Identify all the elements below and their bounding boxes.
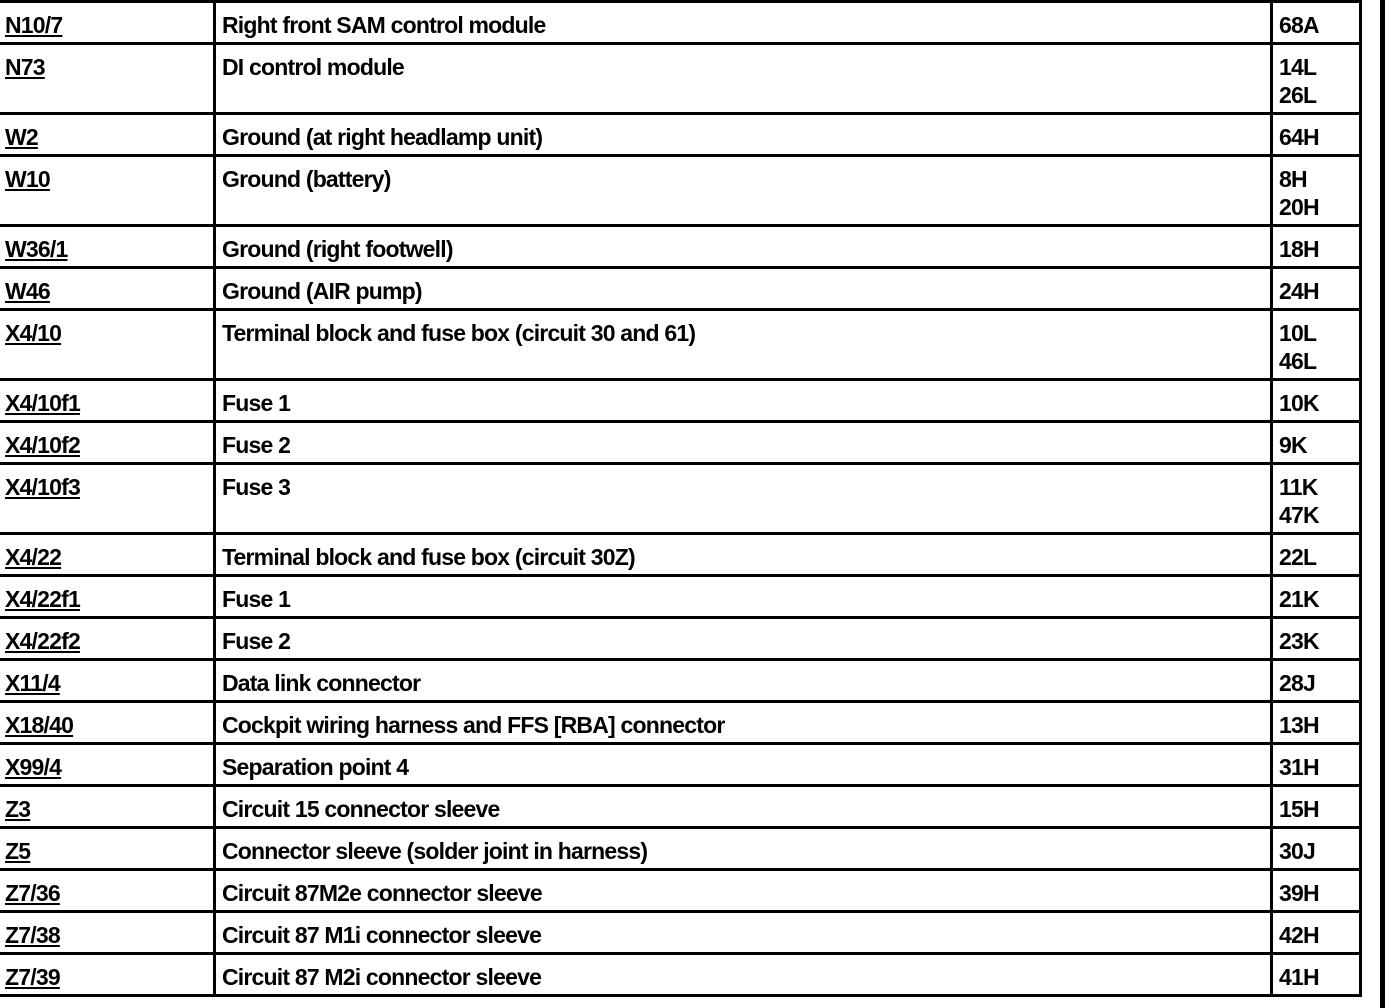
legend-row [0, 954, 1361, 996]
legend-row [0, 786, 1361, 828]
grid-location: 42H [1279, 922, 1319, 948]
component-code-cell [0, 268, 215, 310]
component-code-cell [0, 114, 215, 156]
grid-location-cell [1272, 2, 1361, 44]
component-code-link[interactable]: Z5 [5, 838, 31, 864]
legend-row [0, 114, 1361, 156]
component-code-cell [0, 380, 215, 422]
component-code-link[interactable]: W36/1 [5, 236, 68, 262]
grid-location: 68A [1279, 12, 1319, 38]
legend-row [0, 828, 1361, 870]
grid-location-cell [1272, 534, 1361, 576]
grid-location-cell [1272, 44, 1361, 114]
component-code-link[interactable]: X4/22 [5, 544, 62, 570]
grid-location: 64H [1279, 124, 1319, 150]
component-code-link[interactable]: X4/10f2 [5, 432, 80, 458]
component-code-cell [0, 422, 215, 464]
component-code-link[interactable]: N73 [5, 54, 45, 80]
legend-row [0, 464, 1361, 534]
component-description: Ground (AIR pump) [215, 268, 1272, 310]
legend-row [0, 534, 1361, 576]
component-code-cell [0, 618, 215, 660]
component-description: Data link connector [215, 660, 1272, 702]
grid-location: 13H [1279, 712, 1319, 738]
grid-location-cell [1272, 156, 1361, 226]
component-description: Ground (right footwell) [215, 226, 1272, 268]
grid-location: 22L [1279, 544, 1317, 570]
grid-location: 18H [1279, 236, 1319, 262]
component-description: Fuse 1 [215, 576, 1272, 618]
component-description: Right front SAM control module [215, 2, 1272, 44]
component-code-link[interactable]: Z3 [5, 796, 31, 822]
component-description: Fuse 3 [215, 464, 1272, 534]
grid-location: 30J [1279, 838, 1315, 864]
grid-location-cell [1272, 828, 1361, 870]
grid-location-cell [1272, 464, 1361, 534]
legend-row [0, 156, 1361, 226]
component-code-cell [0, 954, 215, 996]
component-code-cell [0, 912, 215, 954]
grid-location: 39H [1279, 880, 1319, 906]
component-code-link[interactable]: N10/7 [5, 12, 63, 38]
component-code-cell [0, 828, 215, 870]
component-code-cell [0, 310, 215, 380]
component-code-link[interactable]: W2 [5, 124, 38, 150]
component-description: Ground (at right headlamp unit) [215, 114, 1272, 156]
component-description: Circuit 87 M2i connector sleeve [215, 954, 1272, 996]
component-code-link[interactable]: X4/10f3 [5, 474, 80, 500]
legend-row [0, 660, 1361, 702]
grid-location-cell [1272, 310, 1361, 380]
grid-location: 10L [1279, 320, 1317, 346]
grid-location-cell [1272, 422, 1361, 464]
legend-row [0, 912, 1361, 954]
component-code-cell [0, 156, 215, 226]
grid-location: 31H [1279, 754, 1319, 780]
grid-location-cell [1272, 702, 1361, 744]
legend-row [0, 268, 1361, 310]
legend-row [0, 702, 1361, 744]
grid-location: 8H [1279, 166, 1307, 192]
component-description: Cockpit wiring harness and FFS [RBA] connector [215, 702, 1272, 744]
grid-location-cell [1272, 618, 1361, 660]
grid-location-cell [1272, 576, 1361, 618]
component-code-cell [0, 2, 215, 44]
component-code-link[interactable]: X99/4 [5, 754, 62, 780]
component-description: Fuse 2 [215, 422, 1272, 464]
grid-location: 28J [1279, 670, 1315, 696]
component-code-cell [0, 702, 215, 744]
component-code-link[interactable]: X4/22f2 [5, 628, 80, 654]
grid-location-cell [1272, 744, 1361, 786]
grid-location: 20H [1279, 194, 1319, 220]
legend-table-body [0, 2, 1361, 996]
component-code-link[interactable]: Z7/38 [5, 922, 60, 948]
legend-row [0, 870, 1361, 912]
grid-location: 26L [1279, 82, 1317, 108]
component-code-cell [0, 226, 215, 268]
component-description: DI control module [215, 44, 1272, 114]
component-code-cell [0, 660, 215, 702]
grid-location-cell [1272, 226, 1361, 268]
legend-row [0, 576, 1361, 618]
grid-location: 46L [1279, 348, 1317, 374]
component-code-cell [0, 44, 215, 114]
grid-location: 14L [1279, 54, 1317, 80]
grid-location: 23K [1279, 628, 1319, 654]
component-code-cell [0, 576, 215, 618]
component-code-link[interactable]: X4/10f1 [5, 390, 80, 416]
component-description: Circuit 87 M1i connector sleeve [215, 912, 1272, 954]
grid-location-cell [1272, 114, 1361, 156]
grid-location: 47K [1279, 502, 1319, 528]
component-description: Fuse 2 [215, 618, 1272, 660]
legend-row [0, 44, 1361, 114]
component-code-link[interactable]: W46 [5, 278, 50, 304]
grid-location-cell [1272, 912, 1361, 954]
grid-location: 10K [1279, 390, 1319, 416]
grid-location: 41H [1279, 964, 1319, 990]
grid-location: 24H [1279, 278, 1319, 304]
component-code-link[interactable]: Z7/39 [5, 964, 60, 990]
component-description: Fuse 1 [215, 380, 1272, 422]
grid-location-cell [1272, 954, 1361, 996]
component-code-cell [0, 464, 215, 534]
legend-row [0, 744, 1361, 786]
grid-location-cell [1272, 268, 1361, 310]
grid-location-cell [1272, 786, 1361, 828]
component-description: Connector sleeve (solder joint in harness) [215, 828, 1272, 870]
legend-row [0, 380, 1361, 422]
component-description: Circuit 87M2e connector sleeve [215, 870, 1272, 912]
component-code-link[interactable]: X18/40 [5, 712, 74, 738]
component-code-link[interactable]: X4/22f1 [5, 586, 80, 612]
grid-location-cell [1272, 870, 1361, 912]
component-description: Circuit 15 connector sleeve [215, 786, 1272, 828]
component-code-link[interactable]: X4/10 [5, 320, 62, 346]
component-description: Separation point 4 [215, 744, 1272, 786]
legend-row [0, 618, 1361, 660]
component-code-link[interactable]: X11/4 [5, 670, 60, 696]
page-right-border [1380, 0, 1385, 1008]
legend-row [0, 422, 1361, 464]
legend-row [0, 2, 1361, 44]
legend-row [0, 226, 1361, 268]
component-code-cell [0, 786, 215, 828]
component-description: Ground (battery) [215, 156, 1272, 226]
component-description: Terminal block and fuse box (circuit 30 and 61) [215, 310, 1272, 380]
component-code-link[interactable]: Z7/36 [5, 880, 60, 906]
component-code-link[interactable]: W10 [5, 166, 50, 192]
component-code-cell [0, 744, 215, 786]
grid-location-cell [1272, 660, 1361, 702]
legend-row [0, 310, 1361, 380]
grid-location: 9K [1279, 432, 1307, 458]
grid-location-cell [1272, 380, 1361, 422]
component-description: Terminal block and fuse box (circuit 30Z) [215, 534, 1272, 576]
grid-location: 11K [1279, 474, 1318, 500]
grid-location: 21K [1279, 586, 1319, 612]
component-code-cell [0, 870, 215, 912]
component-code-cell [0, 534, 215, 576]
grid-location: 15H [1279, 796, 1319, 822]
